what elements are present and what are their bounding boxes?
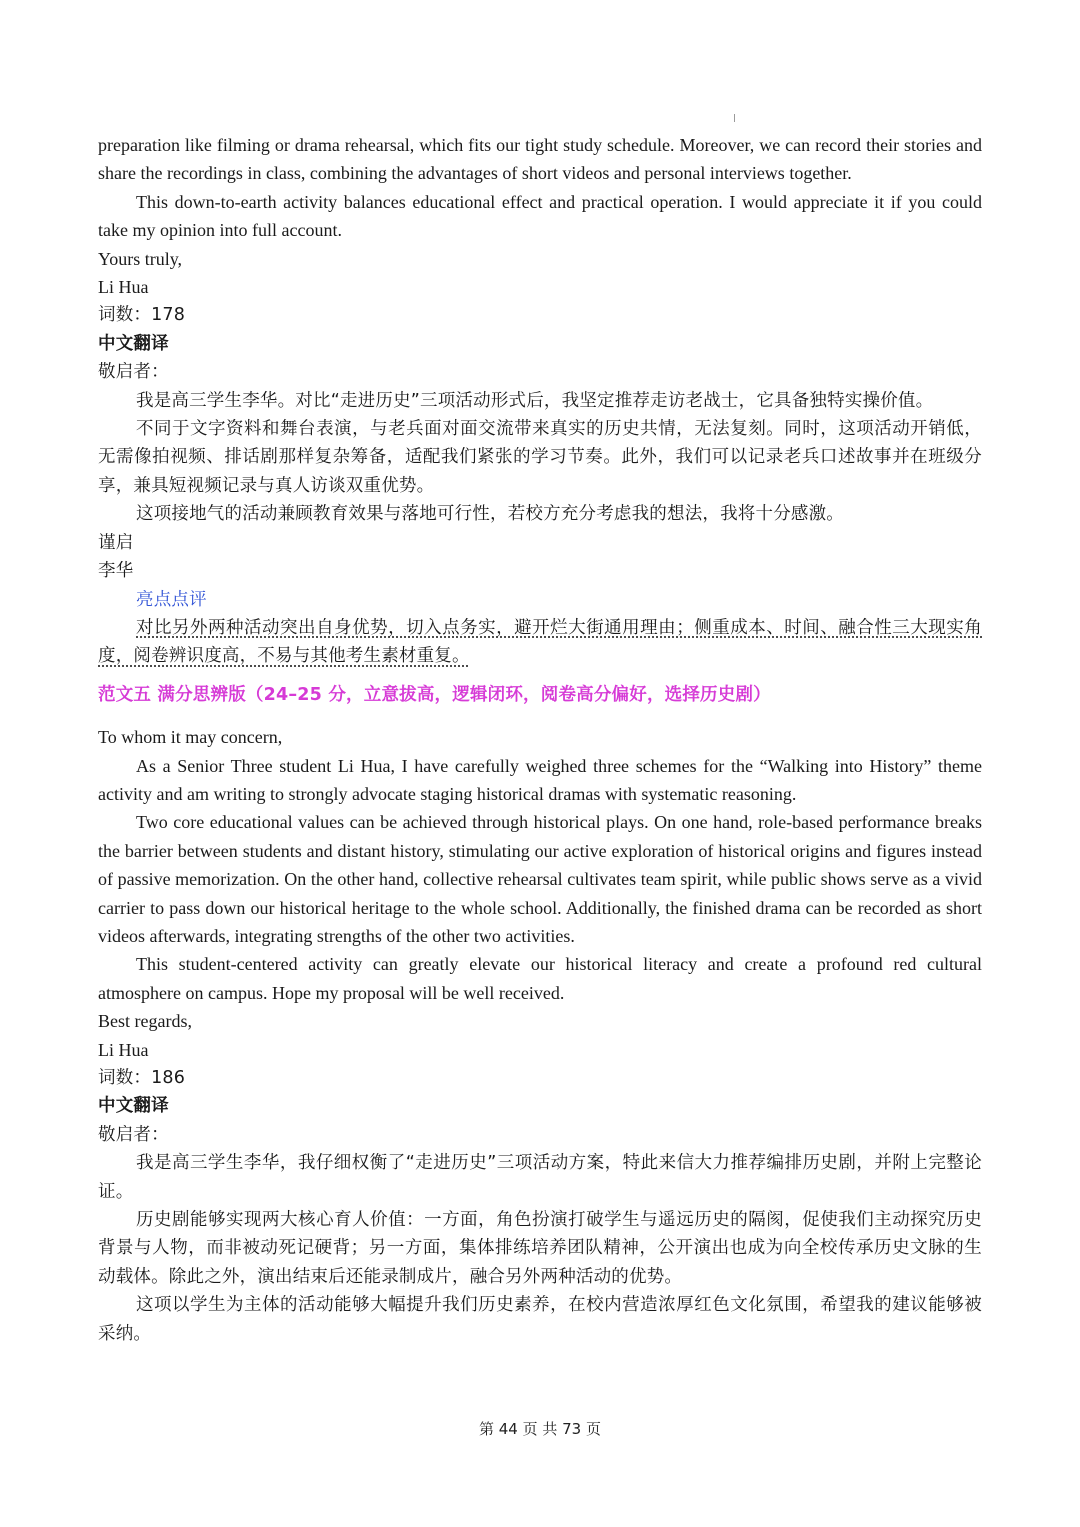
translation-paragraph: 这项以学生为主体的活动能够大幅提升我们历史素养，在校内营造浓厚红色文化氛围，希望我的建议能够被采纳。 (98, 1295, 982, 1344)
translation-paragraph: 这项接地气的活动兼顾教育效果与落地可行性，若校方充分考虑我的想法，我将十分感激。 (136, 504, 844, 525)
translation-salutation: 敬启者： (98, 1124, 169, 1145)
translation-paragraph: 不同于文字资料和舞台表演，与老兵面对面交流带来真实的历史共情，无法复刻。同时，这项活动开销低，无需像拍视频、排话剧那样复杂筹备，适配我们紧张的学习节奏。此外，我们可以记录老兵口述故事并在班级分享，兼具短视频记录与真人访谈双重优势。 (98, 419, 982, 496)
translation-heading: 中文翻译 (98, 1096, 169, 1117)
translation-closing: 谨启 (98, 532, 134, 553)
highlight-heading: 亮点点评 (136, 589, 207, 610)
translation-paragraph: 历史剧能够实现两大核心育人价值：一方面，角色扮演打破学生与遥远历史的隔阂，促使我们主动探究历史背景与人物，而非被动死记硬背；另一方面，集体排练培养团队精神，公开演出也成为向全校传承历史文脉的生动载体。除此之外，演出结束后还能录制成片，融合另外两种活动的优势。 (98, 1210, 982, 1287)
letter-signature: Li Hua (98, 1039, 149, 1060)
translation-paragraph: 我是高三学生李华，我仔细权衡了“走进历史”三项活动方案，特此来信大力推荐编排历史剧，并附上完整论证。 (98, 1153, 982, 1202)
page-footer: 第 44 页 共 73 页 (478, 1420, 601, 1438)
word-count: 词数：186 (98, 1068, 186, 1088)
letter-paragraph: This student-centered activity can greatly elevate our historical literacy and create a profound red cultural atmosphere on campus. Hope my proposal will be well received. (98, 954, 982, 1003)
document-body (98, 131, 982, 1348)
letter-paragraph: This down-to-earth activity balances educational effect and practical operation. I would appreciate it if you could take my opinion into full account. (98, 191, 982, 241)
letter-salutation: To whom it may concern, (98, 727, 283, 748)
letter-closing: Yours truly, (98, 248, 183, 269)
translation-salutation: 敬启者： (98, 362, 169, 383)
word-count: 词数：178 (98, 305, 186, 326)
letter-paragraph: As a Senior Three student Li Hua, I have carefully weighed three schemes for the “Walking into History” theme activity and am writing to strongly advocate staging historical dramas with systematic reasoning. (98, 755, 982, 804)
section-title: 范文五 满分思辨版（24–25 分，立意拔高，逻辑闭环，阅卷高分偏好，选择历史剧） (98, 684, 771, 705)
translation-heading: 中文翻译 (98, 333, 169, 354)
header-mark (734, 114, 735, 122)
letter-signature: Li Hua (98, 277, 149, 298)
letter-closing: Best regards, (98, 1011, 192, 1032)
highlight-comment (98, 614, 982, 671)
letter-paragraph: Two core educational values can be achieved through historical plays. On one hand, role-based performance breaks the barrier between students and distant history, stimulating our active exploration of historical origins and figures instead of passive memorization. On the other hand, collective rehearsal cultivates team spirit, while public shows serve as a vivid carrier to pass down our historical heritage to the whole school. Additionally, the finished drama can be recorded as short videos afterwards, integrating strengths of the other two activities. (98, 812, 982, 946)
highlight-comment-text: 对比另外两种活动突出自身优势，切入点务实，避开烂大街通用理由；侧重成本、时间、融合性三大现实角度，阅卷辨识度高，不易与其他考生素材重复。 (98, 617, 982, 667)
translation-paragraph: 我是高三学生李华。对比“走进历史”三项活动形式后，我坚定推荐走访老战士，它具备独特实操价值。 (136, 390, 934, 411)
translation-signature: 李华 (98, 561, 134, 582)
letter-paragraph: preparation like filming or drama rehearsal, which fits our tight study schedule. Moreover, we can record their stories and share the recordings in class, combining the advantages of short videos and personal interviews together. (98, 135, 982, 184)
